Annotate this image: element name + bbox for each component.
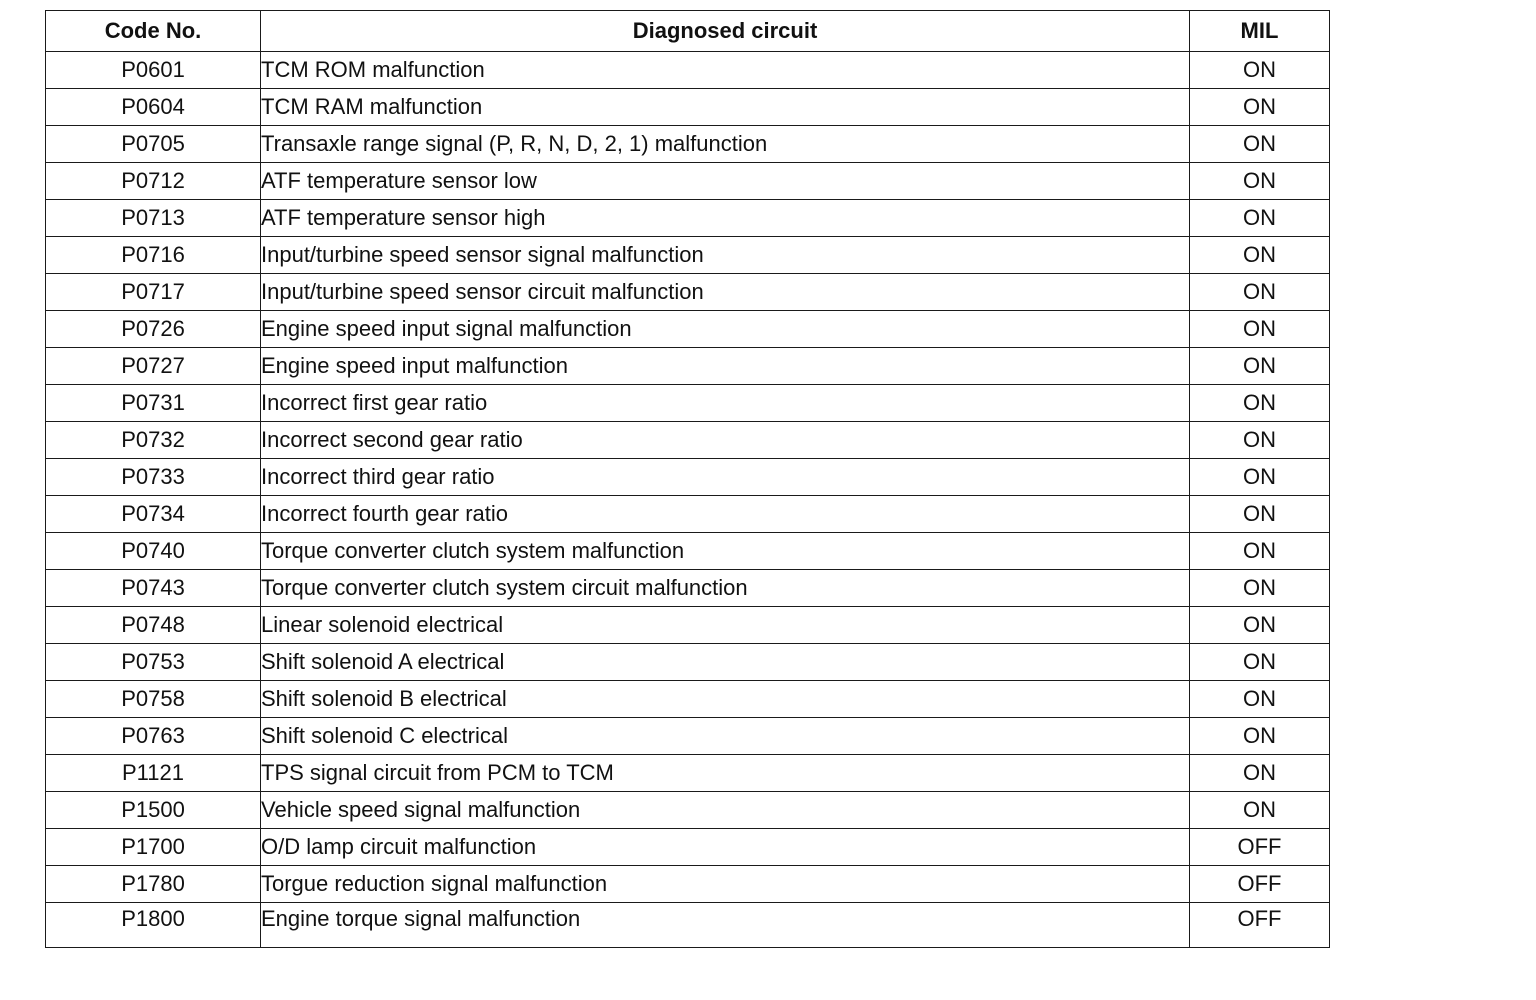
cell-code-no: P0753 <box>46 644 261 681</box>
table-row <box>46 903 1330 948</box>
table-header <box>46 11 1330 52</box>
table-row <box>46 126 1330 163</box>
cell-diagnosed-circuit: Torgue reduction signal malfunction <box>261 866 1190 903</box>
table-body <box>46 52 1330 948</box>
cell-mil-status: ON <box>1190 274 1330 311</box>
table-row <box>46 496 1330 533</box>
cell-diagnosed-circuit: Input/turbine speed sensor signal malfunction <box>261 237 1190 274</box>
cell-diagnosed-circuit: Torque converter clutch system malfunction <box>261 533 1190 570</box>
table-row <box>46 607 1330 644</box>
cell-diagnosed-circuit: Engine speed input signal malfunction <box>261 311 1190 348</box>
cell-code-no: P0717 <box>46 274 261 311</box>
cell-mil-status: ON <box>1190 644 1330 681</box>
cell-diagnosed-circuit: Incorrect fourth gear ratio <box>261 496 1190 533</box>
cell-diagnosed-circuit: Input/turbine speed sensor circuit malfunction <box>261 274 1190 311</box>
cell-mil-status: ON <box>1190 422 1330 459</box>
cell-diagnosed-circuit: Torque converter clutch system circuit malfunction <box>261 570 1190 607</box>
table-row <box>46 644 1330 681</box>
table-row <box>46 89 1330 126</box>
table-row <box>46 681 1330 718</box>
cell-diagnosed-circuit: Shift solenoid B electrical <box>261 681 1190 718</box>
table-row <box>46 385 1330 422</box>
cell-code-no: P0716 <box>46 237 261 274</box>
cell-mil-status: ON <box>1190 163 1330 200</box>
cell-mil-status: ON <box>1190 718 1330 755</box>
cell-code-no: P0731 <box>46 385 261 422</box>
cell-mil-status: ON <box>1190 126 1330 163</box>
table-row <box>46 792 1330 829</box>
cell-code-no: P0740 <box>46 533 261 570</box>
cell-diagnosed-circuit: Incorrect second gear ratio <box>261 422 1190 459</box>
header-row <box>46 11 1330 52</box>
cell-diagnosed-circuit: TCM RAM malfunction <box>261 89 1190 126</box>
cell-code-no: P0727 <box>46 348 261 385</box>
cell-diagnosed-circuit: Engine speed input malfunction <box>261 348 1190 385</box>
cell-mil-status: ON <box>1190 681 1330 718</box>
cell-code-no: P0601 <box>46 52 261 89</box>
table-row <box>46 866 1330 903</box>
cell-mil-status: OFF <box>1190 829 1330 866</box>
cell-code-no: P1780 <box>46 866 261 903</box>
header-diagnosed-circuit: Diagnosed circuit <box>261 11 1190 52</box>
table-row <box>46 718 1330 755</box>
table-row <box>46 755 1330 792</box>
cell-diagnosed-circuit: Shift solenoid C electrical <box>261 718 1190 755</box>
cell-mil-status: OFF <box>1190 903 1330 948</box>
cell-diagnosed-circuit: Shift solenoid A electrical <box>261 644 1190 681</box>
table-row <box>46 459 1330 496</box>
cell-mil-status: ON <box>1190 533 1330 570</box>
cell-diagnosed-circuit: Transaxle range signal (P, R, N, D, 2, 1) malfunction <box>261 126 1190 163</box>
header-mil: MIL <box>1190 11 1330 52</box>
cell-mil-status: ON <box>1190 496 1330 533</box>
cell-code-no: P0705 <box>46 126 261 163</box>
table-row <box>46 570 1330 607</box>
cell-diagnosed-circuit: TPS signal circuit from PCM to TCM <box>261 755 1190 792</box>
cell-code-no: P0748 <box>46 607 261 644</box>
cell-code-no: P0763 <box>46 718 261 755</box>
cell-mil-status: ON <box>1190 792 1330 829</box>
cell-code-no: P0734 <box>46 496 261 533</box>
cell-mil-status: ON <box>1190 237 1330 274</box>
cell-code-no: P0733 <box>46 459 261 496</box>
cell-code-no: P0712 <box>46 163 261 200</box>
table-row <box>46 311 1330 348</box>
cell-mil-status: ON <box>1190 89 1330 126</box>
table-row <box>46 533 1330 570</box>
cell-mil-status: ON <box>1190 607 1330 644</box>
table-row <box>46 237 1330 274</box>
table-row <box>46 348 1330 385</box>
cell-code-no: P0758 <box>46 681 261 718</box>
cell-diagnosed-circuit: ATF temperature sensor high <box>261 200 1190 237</box>
cell-diagnosed-circuit: Linear solenoid electrical <box>261 607 1190 644</box>
cell-diagnosed-circuit: TCM ROM malfunction <box>261 52 1190 89</box>
cell-code-no: P1700 <box>46 829 261 866</box>
table-row <box>46 163 1330 200</box>
cell-diagnosed-circuit: Incorrect third gear ratio <box>261 459 1190 496</box>
cell-mil-status: ON <box>1190 200 1330 237</box>
cell-mil-status: OFF <box>1190 866 1330 903</box>
header-code-no: Code No. <box>46 11 261 52</box>
table-row <box>46 274 1330 311</box>
table-row <box>46 52 1330 89</box>
cell-code-no: P0713 <box>46 200 261 237</box>
table-row <box>46 829 1330 866</box>
cell-code-no: P0732 <box>46 422 261 459</box>
cell-mil-status: ON <box>1190 385 1330 422</box>
dtc-table <box>45 10 1330 948</box>
cell-mil-status: ON <box>1190 459 1330 496</box>
cell-diagnosed-circuit: Incorrect first gear ratio <box>261 385 1190 422</box>
table-row <box>46 422 1330 459</box>
table-row <box>46 200 1330 237</box>
cell-diagnosed-circuit: Engine torque signal malfunction <box>261 903 1190 948</box>
cell-code-no: P1500 <box>46 792 261 829</box>
cell-diagnosed-circuit: O/D lamp circuit malfunction <box>261 829 1190 866</box>
cell-code-no: P1121 <box>46 755 261 792</box>
cell-diagnosed-circuit: Vehicle speed signal malfunction <box>261 792 1190 829</box>
cell-mil-status: ON <box>1190 52 1330 89</box>
cell-code-no: P1800 <box>46 903 261 948</box>
cell-mil-status: ON <box>1190 570 1330 607</box>
cell-code-no: P0743 <box>46 570 261 607</box>
cell-mil-status: ON <box>1190 755 1330 792</box>
cell-diagnosed-circuit: ATF temperature sensor low <box>261 163 1190 200</box>
cell-code-no: P0726 <box>46 311 261 348</box>
cell-mil-status: ON <box>1190 311 1330 348</box>
cell-code-no: P0604 <box>46 89 261 126</box>
cell-mil-status: ON <box>1190 348 1330 385</box>
